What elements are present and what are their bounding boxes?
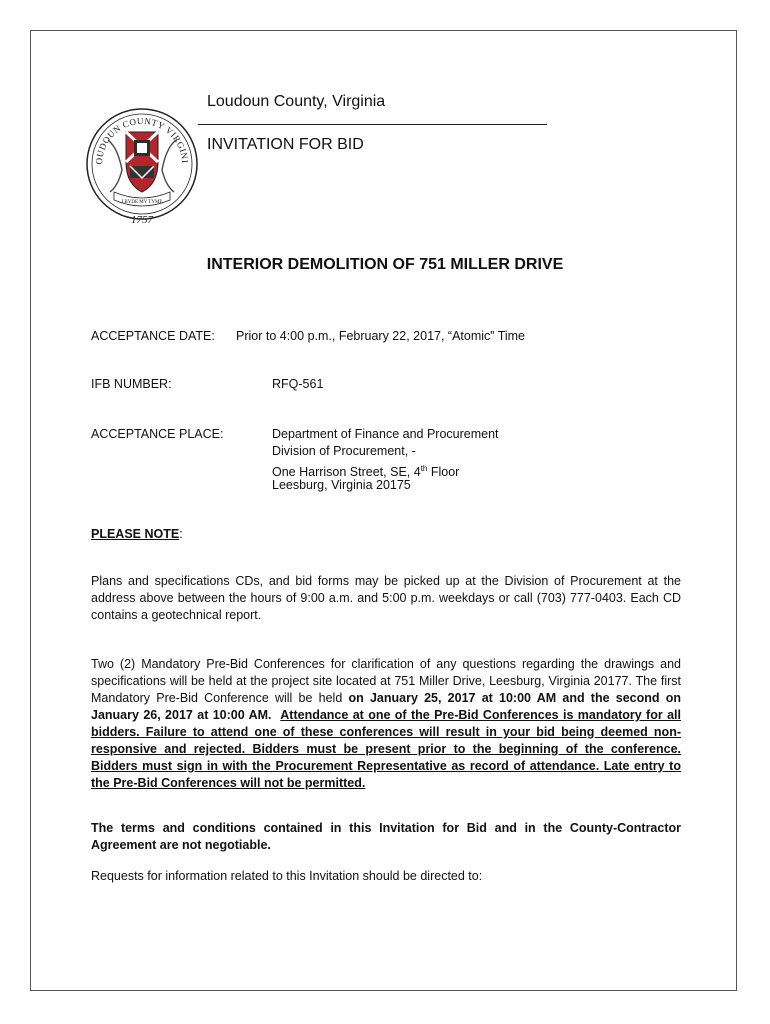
- acceptance-place-line-1: Department of Finance and Procurement: [272, 427, 499, 441]
- requests-paragraph: Requests for information related to this Invitation should be directed to:: [91, 869, 483, 883]
- acceptance-place-line-3: One Harrison Street, SE, 4th Floor: [272, 464, 460, 480]
- pickup-paragraph: Plans and specifications CDs, and bid forms may be picked up at the Division of Procurement at the address above between the hours of 9:00 a.m. and 5:00 p.m. weekdays or call (703) 777-0403. Each CD contains a geotechnical report.: [91, 574, 681, 622]
- bid-title: INTERIOR DEMOLITION OF 751 MILLER DRIVE: [206, 256, 564, 273]
- acceptance-date-value: Prior to 4:00 p.m., February 22, 2017, “Atomic” Time: [236, 329, 526, 343]
- county-name: Loudoun County, Virginia: [207, 93, 386, 110]
- acceptance-place-label: ACCEPTANCE PLACE:: [91, 427, 224, 441]
- acceptance-date-label: ACCEPTANCE DATE:: [91, 329, 215, 343]
- acceptance-place-line-4: Leesburg, Virginia 20175: [272, 478, 411, 492]
- seal-year: 1757: [131, 214, 153, 226]
- seal-motto: I BYDE MY TYME: [121, 200, 163, 205]
- terms-paragraph: The terms and conditions contained in this Invitation for Bid and in the County-Contractor Agreement are not negotiable.: [91, 821, 681, 852]
- please-note-heading: PLEASE NOTE:: [91, 527, 183, 541]
- document-type: INVITATION FOR BID: [207, 136, 364, 153]
- county-seal-image: [84, 100, 200, 230]
- acceptance-place-line-2: Division of Procurement, -: [272, 444, 416, 458]
- ifb-number-label: IFB NUMBER:: [91, 377, 172, 391]
- ifb-number-value: RFQ-561: [272, 377, 324, 391]
- prebid-paragraph: Two (2) Mandatory Pre-Bid Conferences for clarification of any questions regarding the drawings and specifications will be held at the project site located at 751 Miller Drive, Leesburg, Virginia 20177. The first Mandatory Pre-Bid Conference will be held on January 25, 2017 at 10:00 AM and the second on January 26, 2017 at 10:00 AM. Attendance at one of the Pre-Bid Conferences is mandatory for all bidders. Failure to attend one of these conferences will result in your bid being deemed non-responsive and rejected. Bidders must be present prior to the beginning of the conference. Bidders must sign in with the Procurement Representative as record of attendance. Late entry to the Pre-Bid Conferences will not be permitted.: [91, 657, 681, 790]
- header-divider: [198, 124, 547, 125]
- svg-text:LOUDOUN COUNTY VIRGINIA: OUDOUN COUNTY VIRGINI: [93, 115, 191, 165]
